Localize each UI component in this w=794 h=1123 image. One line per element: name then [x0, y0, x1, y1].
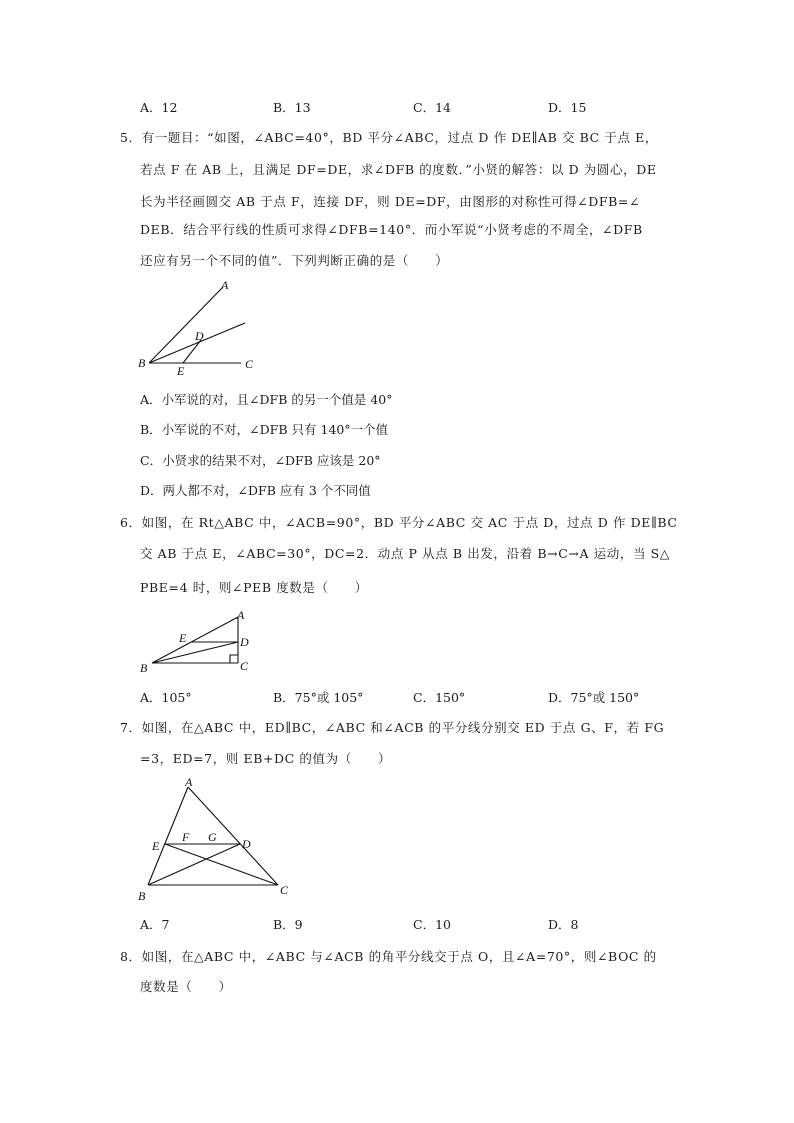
q5-label-d: D	[195, 329, 204, 343]
q7-line-1: 7．如图，在△ABC 中，ED∥BC，∠ABC 和∠ACB 的平分线分别交 ED 于点 G、F，若 FG	[120, 720, 665, 735]
q5-segment-ba	[149, 287, 223, 363]
q5-label-a: A	[221, 278, 229, 292]
q5-line-1: 5．有一题目：“如图，∠ABC=40°，BD 平分∠ABC，过点 D 作 DE∥AB 交 BC 于点 E，	[120, 130, 658, 145]
top-option-d: D．15	[548, 100, 587, 115]
q6-label-e: E	[179, 631, 187, 645]
q7-line-2: =3，ED=7，则 EB+DC 的值为（ ）	[140, 751, 392, 766]
q5-line-4: DEB．结合平行线的性质可求得∠DFB=140°．而小军说“小贤考虑的不周全，∠DFB	[140, 222, 643, 237]
q6-label-d: D	[240, 635, 249, 649]
q7-label-d: D	[242, 837, 251, 851]
q5-label-b: B	[138, 356, 146, 370]
q6-option-d: D．75°或 150°	[548, 690, 640, 705]
q6-figure	[135, 608, 260, 673]
q6-option-c: C．150°	[413, 690, 466, 705]
q5-line-2: 若点 F 在 AB 上，且满足 DF=DE，求∠DFB 的度数．”小贤的解答：以 D 为圆心，DE	[140, 162, 657, 177]
q6-bisector-bd	[152, 642, 238, 663]
q7-option-b: B．9	[273, 917, 303, 932]
q6-line-2: 交 AB 于点 E，∠ABC=30°，DC=2．动点 P 从点 B 出发，沿着 B→C→A 运动，当 S△	[140, 546, 670, 561]
q6-label-c: C	[240, 659, 249, 673]
q5-option-c: C．小贤求的结果不对，∠DFB 应该是 20°	[140, 453, 381, 468]
top-option-b: B．13	[273, 100, 311, 115]
q5-option-b: B．小军说的不对，∠DFB 只有 140°一个值	[140, 422, 389, 437]
q5-option-a: A．小军说的对，且∠DFB 的另一个值是 40°	[140, 392, 393, 407]
q5-option-d: D．两人都不对，∠DFB 应有 3 个不同值	[140, 483, 371, 498]
q5-segment-ed	[183, 340, 201, 363]
q7-label-e: E	[152, 839, 160, 853]
q6-option-b: B．75°或 105°	[273, 690, 364, 705]
top-option-c: C．14	[413, 100, 451, 115]
q5-line-5: 还应有另一个不同的值”．下列判断正确的是（ ）	[140, 253, 449, 268]
q6-label-a: A	[237, 608, 245, 622]
q7-label-a: A	[185, 775, 193, 789]
q5-figure	[135, 278, 275, 378]
q8-line-2: 度数是（ ）	[140, 979, 232, 994]
q7-label-c: C	[280, 883, 289, 897]
q8-line-1: 8．如图，在△ABC 中，∠ABC 与∠ACB 的角平分线交于点 O，且∠A=70°，则∠BOC 的	[120, 949, 657, 964]
q6-line-1: 6．如图，在 Rt△ABC 中，∠ACB=90°，BD 平分∠ABC 交 AC 于点 D，过点 D 作 DE∥BC	[120, 515, 678, 530]
q5-label-e: E	[177, 364, 185, 378]
q7-label-g: G	[208, 830, 217, 844]
q7-figure	[135, 772, 295, 902]
q6-right-angle-mark	[230, 655, 238, 663]
q6-segment-ba	[152, 617, 238, 663]
q7-segment-ac	[188, 787, 278, 885]
top-option-a: A．12	[140, 100, 178, 115]
q5-line-3: 长为半径画圆交 AB 于点 F，连接 DF，则 DE=DF，由图形的对称性可得∠DFB=∠	[140, 194, 641, 209]
q5-label-c: C	[245, 357, 254, 371]
q6-label-b: B	[140, 661, 148, 675]
q6-option-a: A．105°	[140, 690, 192, 705]
q7-label-b: B	[138, 889, 146, 903]
q6-line-3: PBE=4 时，则∠PEB 度数是（ ）	[140, 580, 368, 595]
q7-option-c: C．10	[413, 917, 451, 932]
q7-label-f: F	[182, 830, 190, 844]
q7-bisector-c	[165, 844, 278, 885]
q7-option-d: D．8	[548, 917, 579, 932]
q7-option-a: A．7	[140, 917, 170, 932]
